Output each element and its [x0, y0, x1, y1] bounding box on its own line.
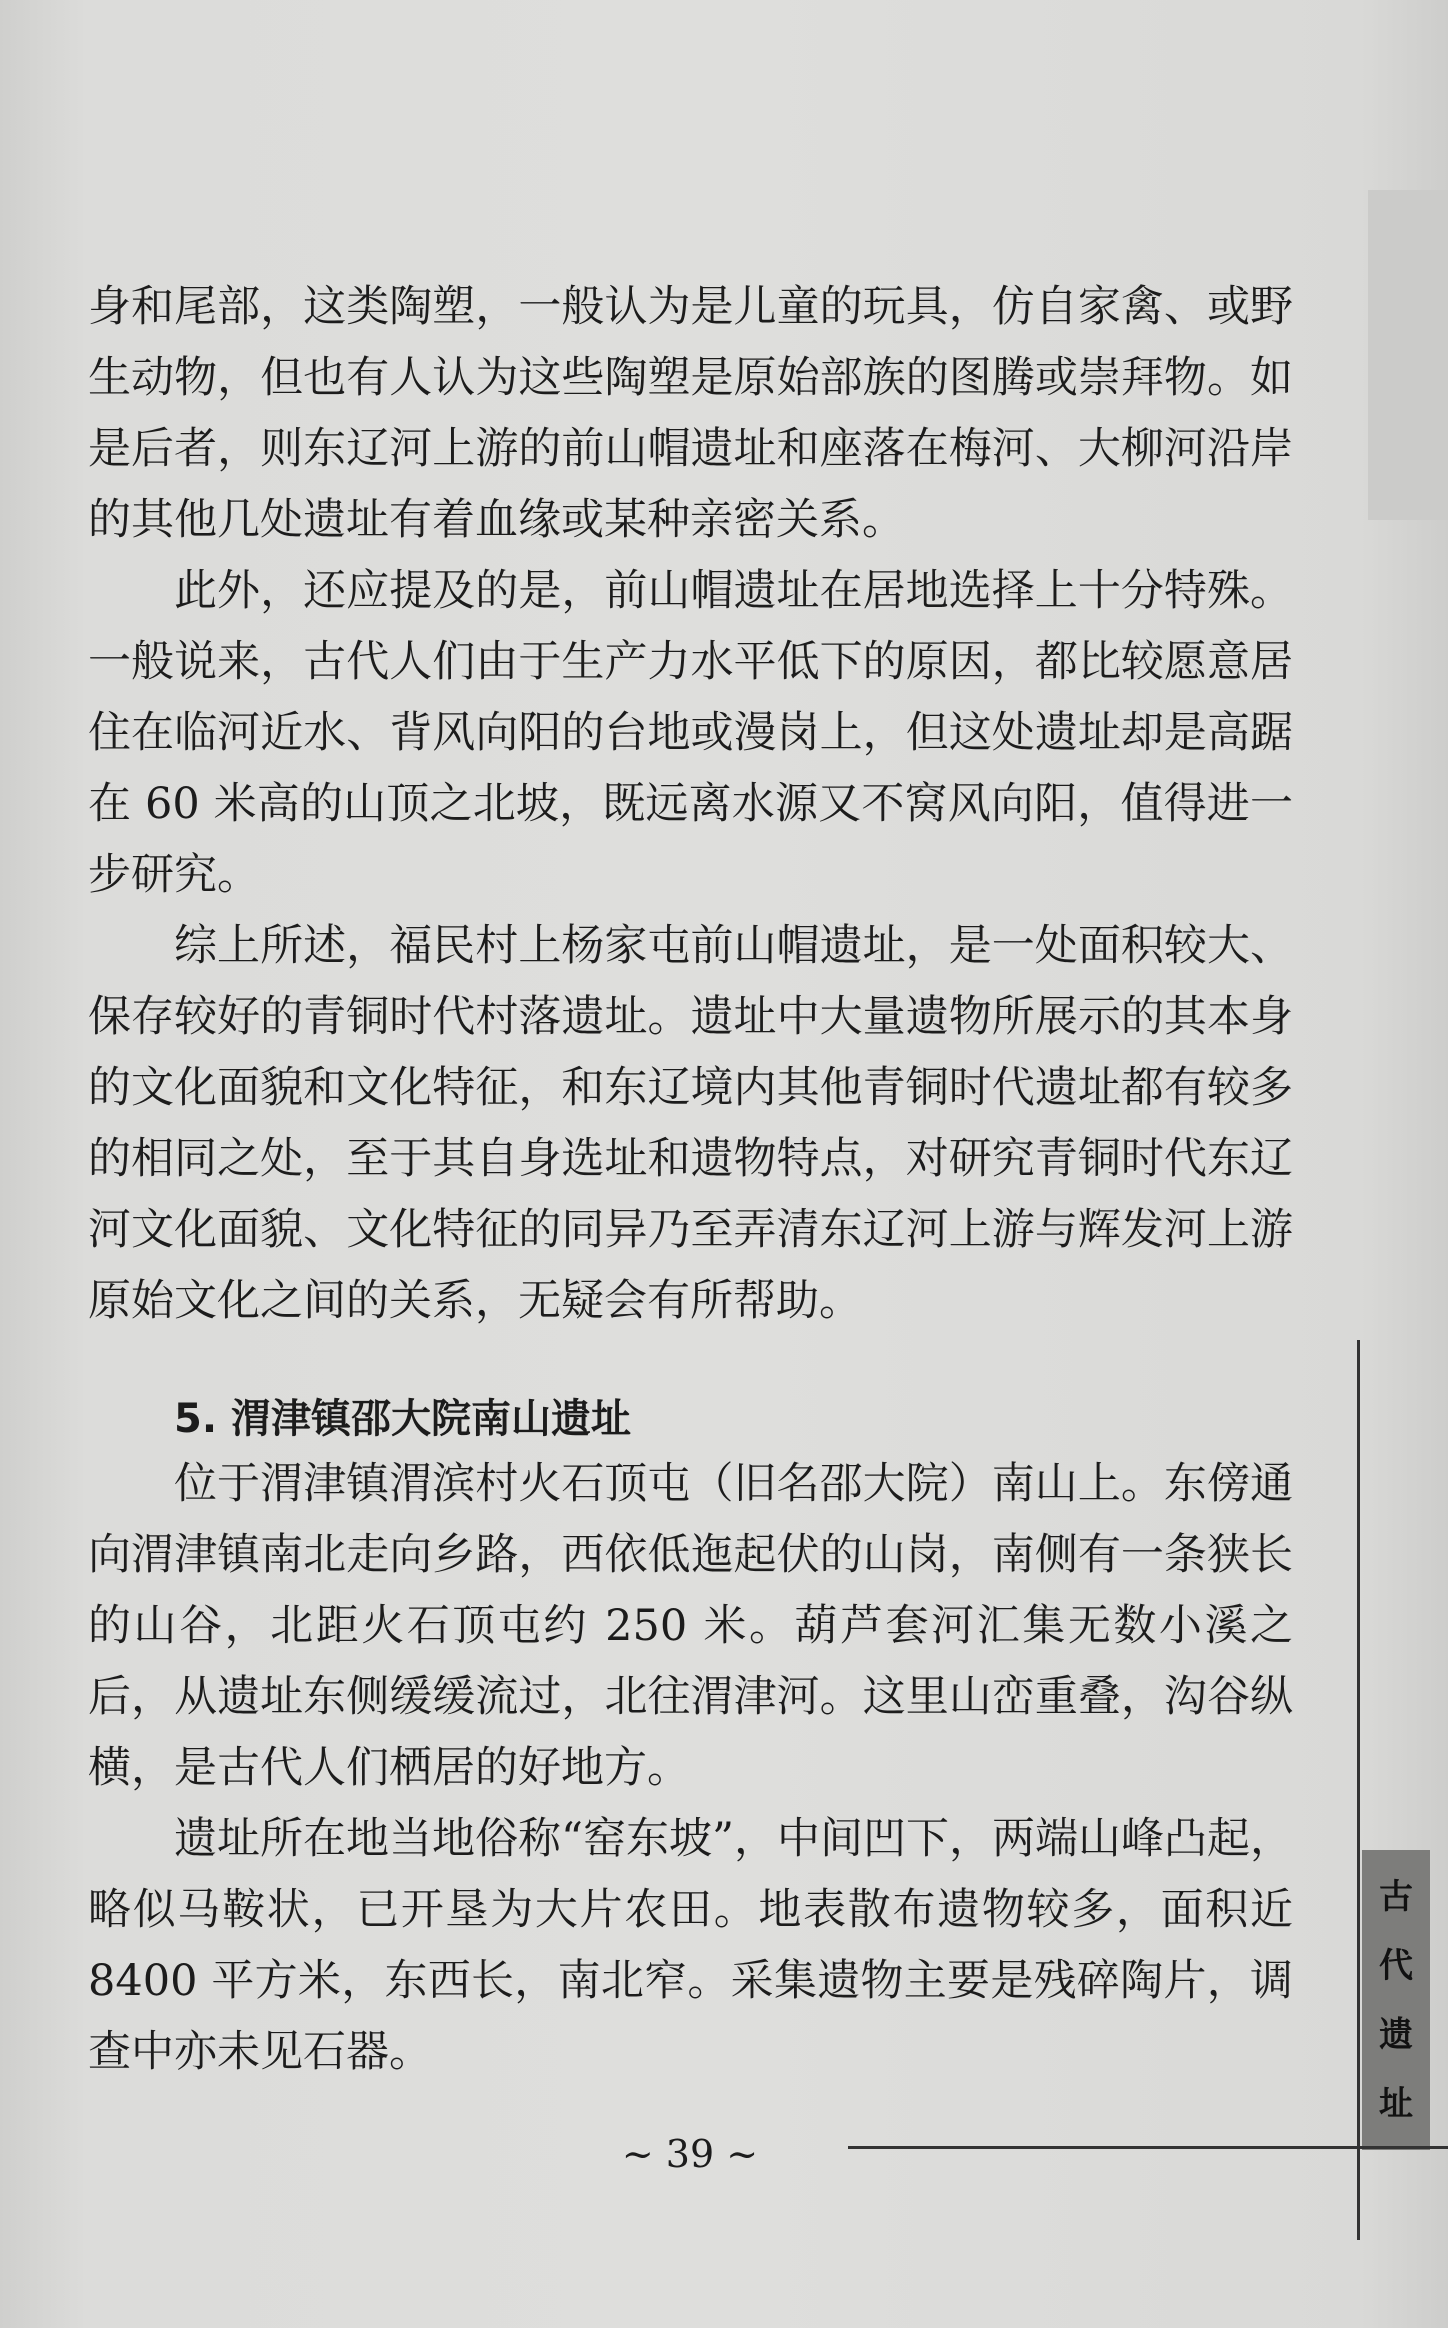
- chapter-side-tab: [1362, 1850, 1430, 2150]
- footer-rule: [848, 2146, 1448, 2149]
- paragraph: 此外，还应提及的是，前山帽遗址在居地选择上十分特殊。一般说来，古代人们由于生产力水平低下的原因，都比较愿意居住在临河近水、背风向阳的台地或漫岗上，但这处遗址却是高踞在 60 米高的山顶之北坡，既远离水源又不窝风向阳，值得进一步研究。: [88, 566, 1293, 900]
- section-heading: 5. 渭津镇邵大院南山遗址: [174, 1396, 631, 1442]
- paragraph: 位于渭津镇渭滨村火石顶屯（旧名邵大院）南山上。东傍通向渭津镇南北走向乡路，西依低迤起伏的山岗，南侧有一条狭长的山谷，北距火石顶屯约 250 米。葫芦套河汇集无数小溪之后，从遗址东侧缓缓流过，北往渭津河。这里山峦重叠，沟谷纵横，是古代人们栖居的好地方。: [88, 1459, 1293, 1793]
- side-tab-char: 代: [1379, 1945, 1413, 1986]
- paragraph: 遗址所在地当地俗称“窑东坡”，中间凹下，两端山峰凸起，略似马鞍状，已开垦为大片农田。地表散布遗物较多，面积近 8400 平方米，东西长，南北窄。采集遗物主要是残碎陶片，调查中亦未见石器。: [88, 1814, 1293, 2077]
- page-number: ~ 39 ~: [621, 2132, 759, 2176]
- side-tab-char: 址: [1379, 2083, 1413, 2124]
- paragraph: 综上所述，福民村上杨家屯前山帽遗址，是一处面积较大、保存较好的青铜时代村落遗址。遗址中大量遗物所展示的其本身的文化面貌和文化特征，和东辽境内其他青铜时代遗址都有较多的相同之处，至于其自身选址和遗物特点，对研究青铜时代东辽河文化面貌、文化特征的同异乃至弄清东辽河上游与辉发河上游原始文化之间的关系，无疑会有所帮助。: [88, 921, 1293, 1326]
- side-tab-char: 古: [1379, 1876, 1413, 1917]
- paragraph: 身和尾部，这类陶塑，一般认为是儿童的玩具，仿自家禽、或野生动物，但也有人认为这些陶塑是原始部族的图腾或崇拜物。如是后者，则东辽河上游的前山帽遗址和座落在梅河、大柳河沿岸的其他几处遗址有着血缘或某种亲密关系。: [88, 282, 1293, 545]
- side-tab-char: 遗: [1379, 2014, 1413, 2055]
- page-edge-tab: [1368, 190, 1448, 520]
- body-text: [88, 272, 1293, 2088]
- side-rule: [1357, 1340, 1360, 2240]
